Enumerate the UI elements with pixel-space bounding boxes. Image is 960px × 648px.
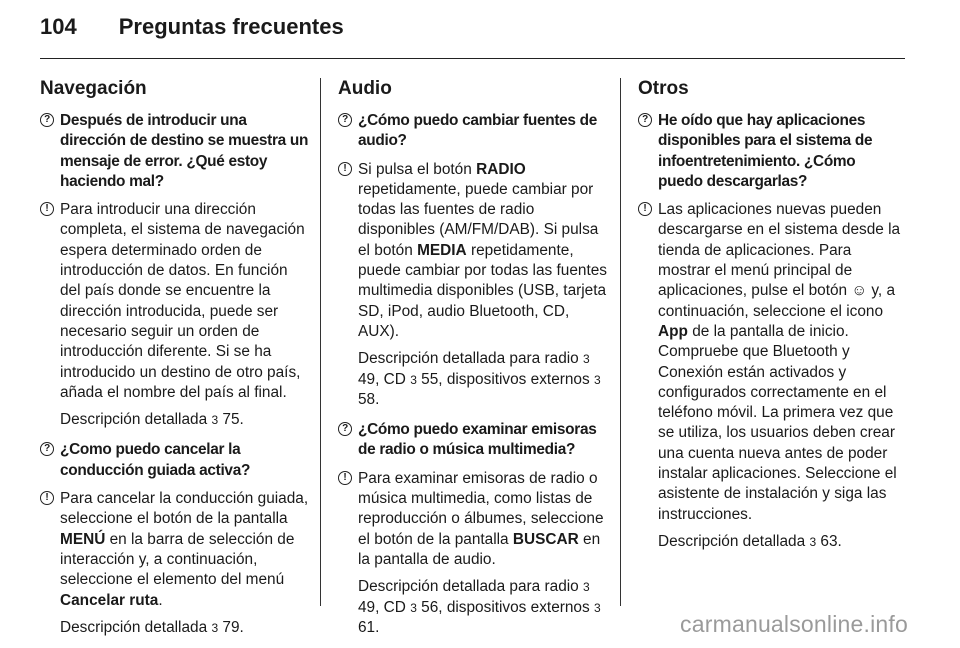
exclamation-icon: ! [338, 162, 352, 176]
answer-1: ! Las aplicaciones nuevas pueden descargarse en el sistema desde la tienda de aplicaciones. Para mostrar el menú principal de aplicaciones, pulse el botón ☺ y, a continuación, seleccione el icono App de la pantalla de inicio. Compruebe que Bluetooth y Conexión están activados y configurados correctamente en el teléfono móvil. La primera vez que se utiliza, los usuarios deben crear una cuenta nueva antes de poder instalar aplicaciones. Seleccione el asistente de instalación y siga las instrucciones. [638, 200, 904, 525]
button-name-media: MEDIA [417, 241, 467, 259]
header-rule [40, 58, 905, 59]
section-heading-otros: Otros [638, 78, 689, 99]
section-heading-audio: Audio [338, 78, 392, 99]
arrow-icon: 3 [410, 600, 417, 615]
question-1: ? ¿Cómo puedo cambiar fuentes de audio? [338, 111, 610, 152]
menu-item-cancelar-ruta: Cancelar ruta [60, 591, 159, 609]
button-name-buscar: BUSCAR [512, 530, 579, 548]
section-heading-navegacion: Navegación [40, 78, 147, 99]
question-icon: ? [338, 113, 352, 127]
question-1: ? He oído que hay aplicaciones disponibles para el sistema de infoentretenimiento. ¿Cómo puedo descargarlas? [638, 111, 904, 192]
arrow-icon: 3 [593, 372, 601, 387]
page-link[interactable]: 79. [222, 618, 244, 636]
question-1: ? Después de introducir una dirección de destino se muestra un mensaje de error. ¿Qué estoy haciendo mal? [40, 111, 312, 192]
column-navegacion [40, 77, 312, 648]
page-link[interactable]: 49, CD [358, 370, 406, 388]
column-audio [338, 77, 610, 648]
column-divider-2 [620, 78, 621, 606]
button-name-app: App [658, 322, 688, 340]
button-name-radio: RADIO [476, 160, 526, 178]
question-2: ? ¿Cómo puedo examinar emisoras de radio o música multimedia? [338, 420, 610, 461]
answer-2: ! Para cancelar la conducción guiada, seleccione el botón de la pantalla MENÚ en la barra de selección de interacción y, a continuación, seleccione el elemento del menú Cancelar ruta. [40, 489, 312, 611]
reference-1: Descripción detallada 3 75. [60, 411, 244, 429]
arrow-icon: 3 [809, 534, 817, 549]
button-name-menu: MENÚ [60, 530, 106, 548]
answer-2: ! Para examinar emisoras de radio o música multimedia, como listas de reproducción o álbumes, seleccione el botón de la pantalla BUSCAR en la pantalla de audio. [338, 469, 610, 570]
page-link[interactable]: 63. [820, 532, 842, 550]
arrow-icon: 3 [583, 580, 590, 595]
page-link[interactable]: 56, dispositivos externos [421, 598, 590, 616]
page-title: Preguntas frecuentes [118, 14, 344, 39]
reference-2: Descripción detallada 3 79. [60, 618, 244, 636]
exclamation-icon: ! [638, 202, 652, 216]
question-icon: ? [40, 113, 54, 127]
arrow-icon: 3 [583, 352, 590, 367]
reference-1: Descripción detallada 3 63. [658, 532, 842, 550]
question-2: ? ¿Como puedo cancelar la conducción guiada activa? [40, 440, 312, 481]
page-link[interactable]: 61. [358, 618, 380, 636]
exclamation-icon: ! [40, 491, 54, 505]
arrow-icon: 3 [410, 372, 417, 387]
arrow-icon: 3 [211, 620, 219, 635]
column-divider-1 [320, 78, 321, 606]
exclamation-icon: ! [40, 202, 54, 216]
exclamation-icon: ! [338, 471, 352, 485]
page-link[interactable]: 49, CD [358, 598, 406, 616]
page-link[interactable]: 75. [222, 411, 244, 429]
answer-1: ! Si pulsa el botón RADIO repetidamente, puede cambiar por todas las fuentes de radio disponibles (AM/FM/DAB). Si pulsa el botón MEDIA repetidamente, puede cambiar por todas las fuentes multimedia disponibles (USB, tarjeta SD, iPod, audio Bluetooth, CD, AUX). [338, 160, 610, 343]
question-icon: ? [40, 442, 54, 456]
page-number: 104 [40, 14, 77, 39]
page-link[interactable]: 58. [358, 390, 380, 408]
app-smiley-icon: ☺ [851, 282, 868, 300]
watermark: carmanualsonline.info [680, 611, 908, 637]
column-otros [638, 77, 904, 562]
question-icon: ? [338, 422, 352, 436]
page-header [40, 14, 344, 40]
reference-1: Descripción detallada para radio 3 49, CD 3 55, dispositivos externos 3 58. [358, 350, 601, 408]
reference-2: Descripción detallada para radio 3 49, CD 3 56, dispositivos externos 3 61. [358, 578, 601, 636]
answer-1: ! Para introducir una dirección completa, el sistema de navegación espera determinado orden de introducción de datos. En función del país donde se encuentre la dirección introducida, puede ser necesario seguir un orden de introducción diferente. Si se ha introducido un destino de otro país, añada el nombre del país al final. [40, 200, 312, 403]
question-icon: ? [638, 113, 652, 127]
arrow-icon: 3 [593, 600, 601, 615]
arrow-icon: 3 [211, 413, 219, 428]
page-link[interactable]: 55, dispositivos externos [421, 370, 590, 388]
